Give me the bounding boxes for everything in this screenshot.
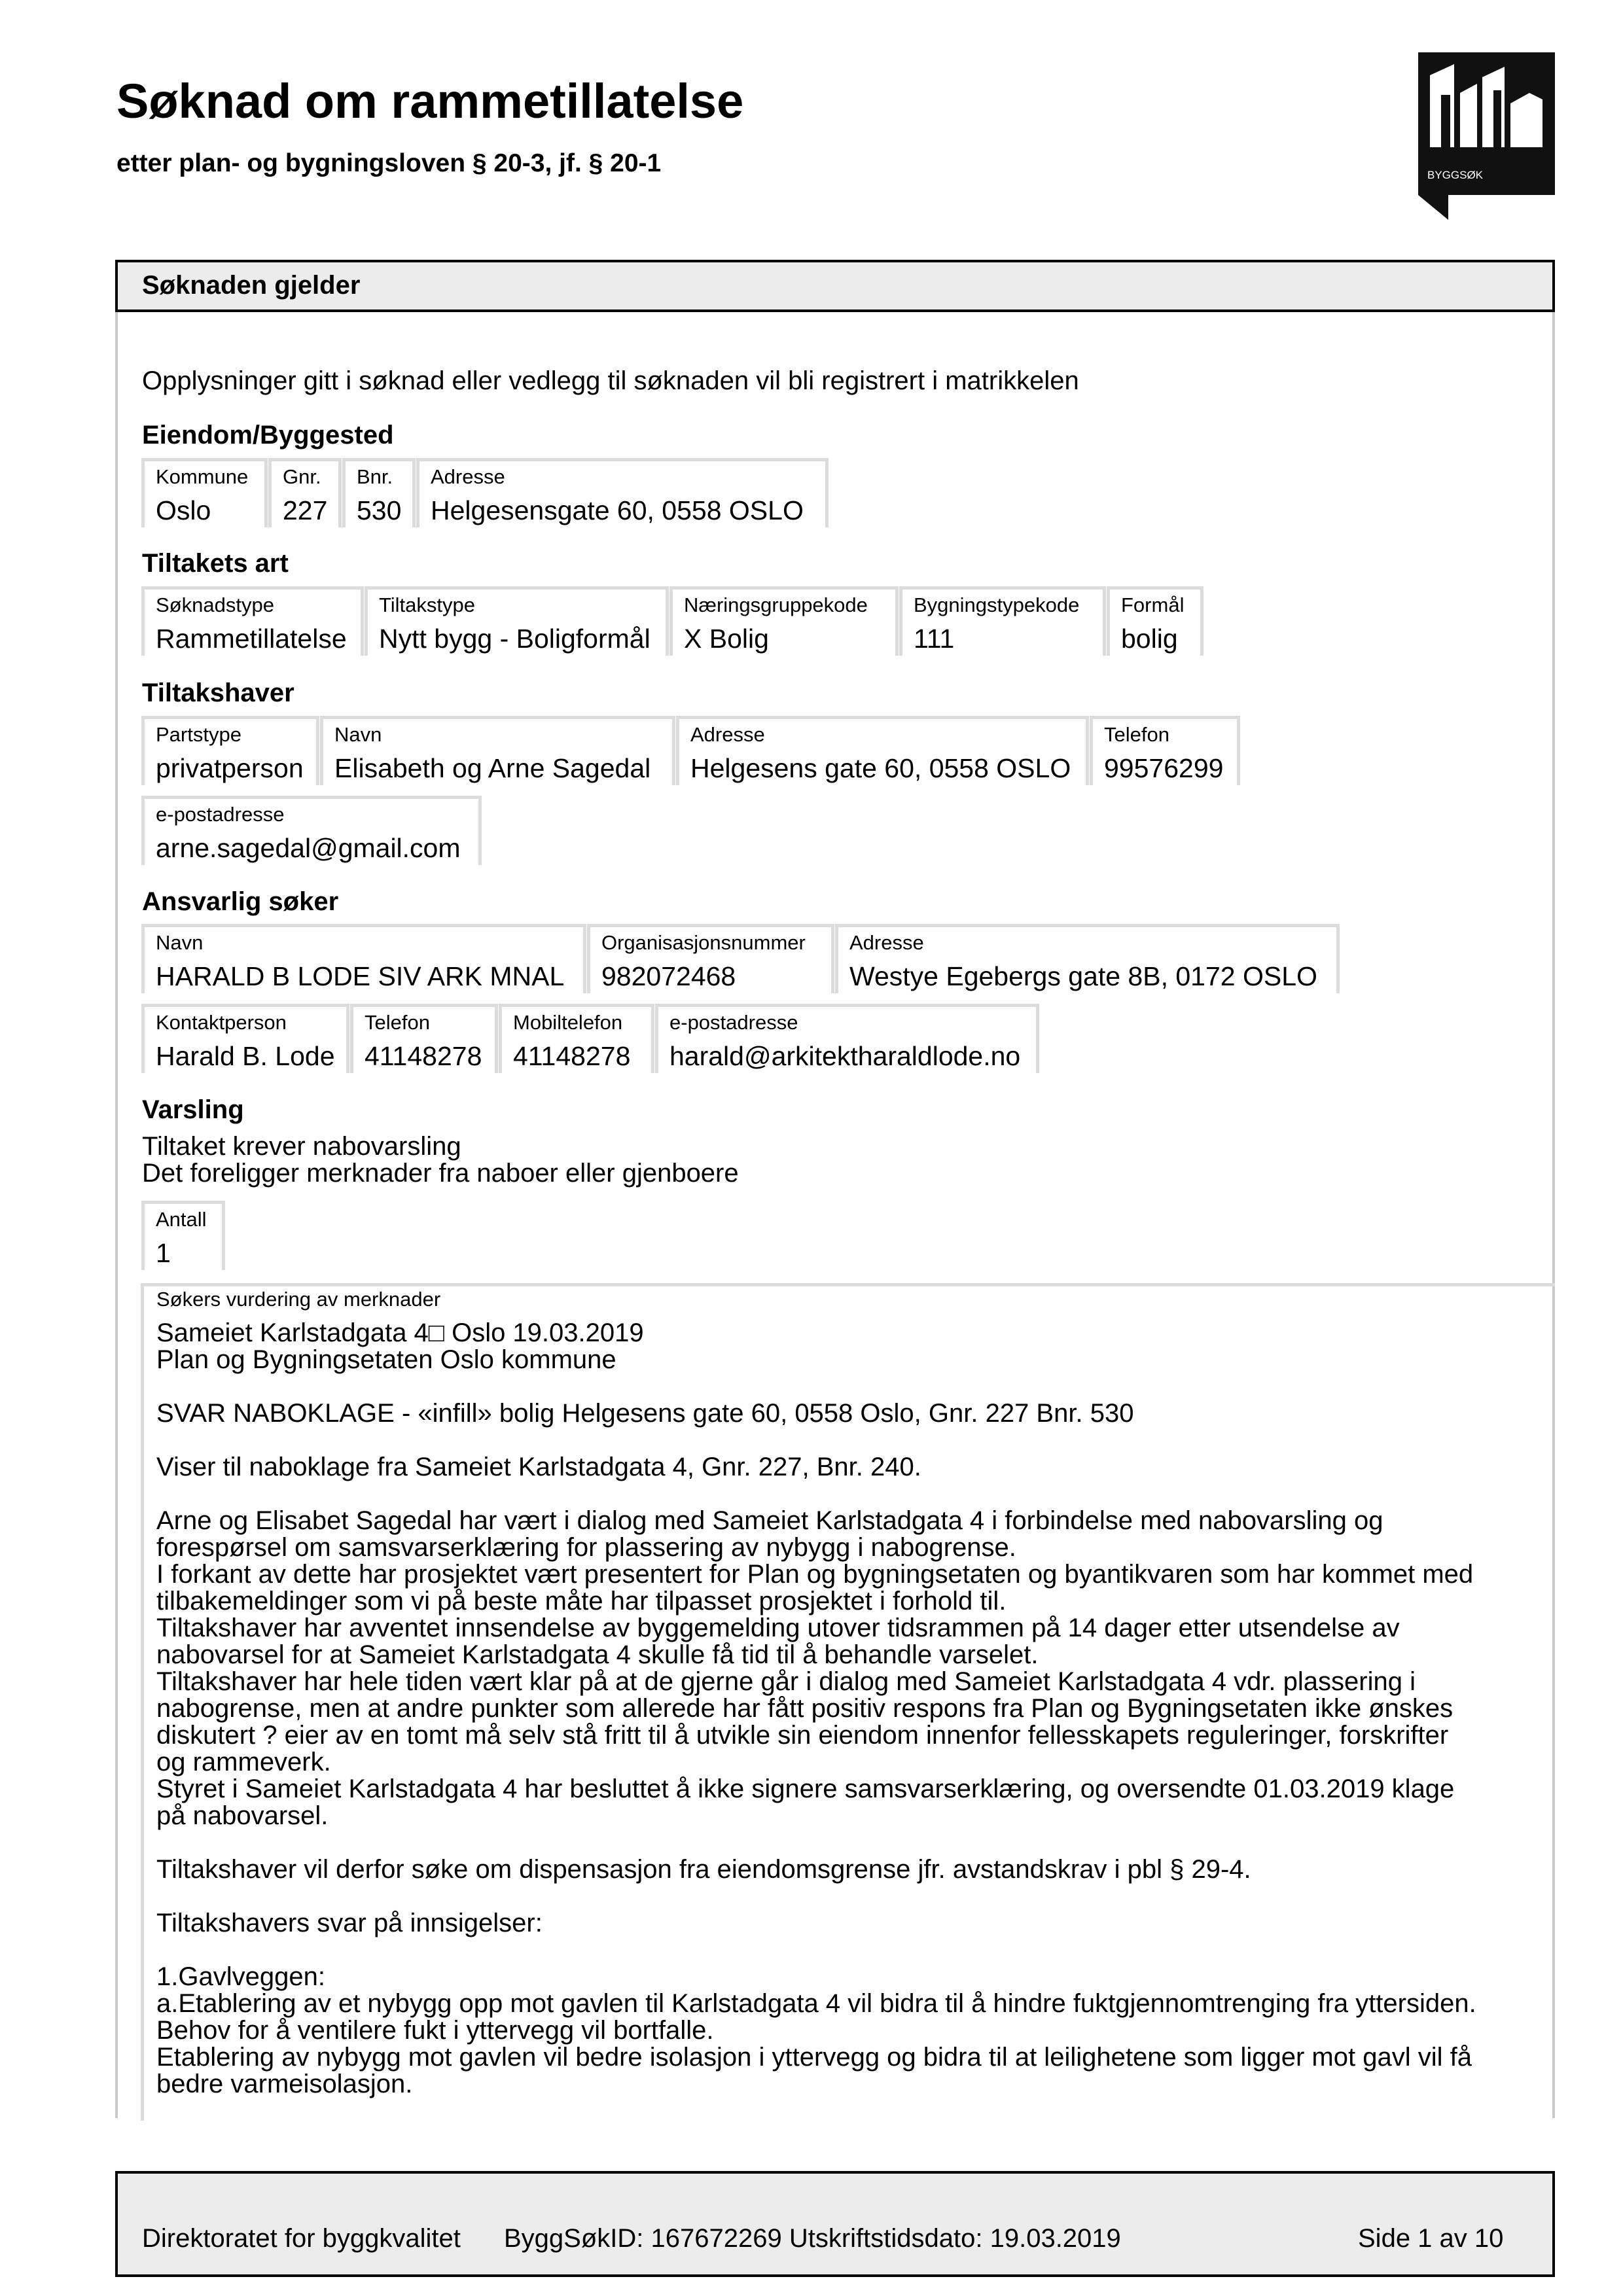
field-formal bbox=[1107, 586, 1204, 656]
comments-line: Sameiet Karlstadgata 4□ Oslo 19.03.2019 bbox=[156, 1318, 644, 1347]
field-value: privatperson bbox=[156, 753, 304, 783]
field-label: Navn bbox=[334, 723, 382, 746]
field-value: Helgesensgate 60, 0558 OSLO bbox=[431, 495, 804, 525]
ansvarlig-soker-heading: Ansvarlig søker bbox=[142, 887, 339, 916]
comments-line: Tiltakshaver vil derfor søke om dispensasjon fra eiendomsgrense jfr. avstandskrav i pbl § 29-4. bbox=[156, 1855, 1251, 1884]
field-label: Mobiltelefon bbox=[513, 1011, 623, 1034]
field-naeringsgruppekode bbox=[669, 586, 899, 656]
field-navn bbox=[141, 924, 586, 993]
field-bygningstypekode bbox=[899, 586, 1106, 656]
tiltakets-art-heading: Tiltakets art bbox=[142, 549, 289, 578]
comments-line: tilbakemeldinger som vi på beste måte har tilpasset prosjektet i forhold til. bbox=[156, 1587, 1007, 1616]
field-epost bbox=[655, 1004, 1039, 1073]
comments-line: bedre varmeisolasjon. bbox=[156, 2070, 413, 2098]
comments-body bbox=[156, 1320, 1550, 2098]
comments-blank-line bbox=[156, 1829, 1550, 1856]
field-label: Bnr. bbox=[357, 465, 393, 488]
field-telefon bbox=[1090, 716, 1240, 785]
field-label: Telefon bbox=[365, 1011, 430, 1034]
footer-id: ByggSøkID: 167672269 Utskriftstidsdato: 19.03.2019 bbox=[504, 2224, 1121, 2253]
field-value: Harald B. Lode bbox=[156, 1041, 335, 1071]
comments-blank-line bbox=[156, 1427, 1550, 1454]
field-partstype bbox=[141, 716, 319, 785]
comments-line: Behov for å ventilere fukt i yttervegg vil bortfalle. bbox=[156, 2016, 714, 2045]
field-value: 99576299 bbox=[1104, 753, 1224, 783]
field-value: Nytt bygg - Boligformål bbox=[379, 624, 651, 654]
comments-blank-line bbox=[156, 1373, 1550, 1400]
field-label: Telefon bbox=[1104, 723, 1169, 746]
field-label: Kommune bbox=[156, 465, 249, 488]
comments-blank-line bbox=[156, 1481, 1550, 1508]
section-title: Søknaden gjelder bbox=[142, 271, 361, 300]
field-value: 227 bbox=[283, 495, 328, 525]
field-label: Formål bbox=[1121, 593, 1185, 616]
field-soknadstype bbox=[141, 586, 364, 656]
field-value: 1 bbox=[156, 1238, 171, 1268]
comments-line: Etablering av nybygg mot gavlen vil bedre isolasjon i yttervegg og bidra til at leilighetene som ligger mot gavl vil få bbox=[156, 2043, 1472, 2072]
byggsok-logo-mark bbox=[1418, 52, 1555, 220]
field-label: Organisasjonsnummer bbox=[601, 931, 806, 954]
field-label: Gnr. bbox=[283, 465, 321, 488]
field-epost bbox=[141, 796, 482, 865]
field-kontaktperson bbox=[141, 1004, 349, 1073]
comments-line: Tiltakshaver har avventet innsendelse av byggemelding utover tidsrammen på 14 dager etter utsendelse av bbox=[156, 1614, 1400, 1642]
field-label: Antall bbox=[156, 1208, 207, 1231]
footer-page: Side 1 av 10 bbox=[1358, 2224, 1504, 2253]
comments-label: Søkers vurdering av merknader bbox=[156, 1288, 441, 1311]
field-value: 982072468 bbox=[601, 961, 736, 991]
field-antall bbox=[141, 1201, 225, 1270]
eiendom-heading: Eiendom/Byggested bbox=[142, 421, 394, 450]
logo-text: BYGGSØK bbox=[1427, 169, 1484, 181]
page-subtitle: etter plan- og bygningsloven § 20-3, jf. § 20-1 bbox=[116, 149, 662, 177]
field-value: arne.sagedal@gmail.com bbox=[156, 833, 461, 863]
byggsok-logo bbox=[1418, 52, 1555, 220]
intro-text: Opplysninger gitt i søknad eller vedlegg til søknaden vil bli registrert i matrikkelen bbox=[142, 366, 1079, 395]
comments-blank-line bbox=[156, 1883, 1550, 1910]
varsling-line: Tiltaket krever nabovarsling bbox=[142, 1132, 461, 1161]
field-value: 111 bbox=[914, 624, 955, 654]
field-label: Kontaktperson bbox=[156, 1011, 287, 1034]
field-value: 41148278 bbox=[513, 1041, 631, 1071]
comments-line: a.Etablering av et nybygg opp mot gavlen til Karlstadgata 4 vil bidra til å hindre fuktgjennomtrenging fra yttersiden. bbox=[156, 1989, 1476, 2018]
field-adresse bbox=[835, 924, 1340, 993]
comments-line: SVAR NABOKLAGE - «infill» bolig Helgesens gate 60, 0558 Oslo, Gnr. 227 Bnr. 530 bbox=[156, 1399, 1134, 1428]
page-title: Søknad om rammetillatelse bbox=[116, 74, 744, 128]
comments-line: nabogrense, men at andre punkter som allerede har fått positiv respons fra Plan og Bygningsetaten ikke ønskes bbox=[156, 1694, 1454, 1723]
field-label: Tiltakstype bbox=[379, 593, 476, 616]
frame-border-left bbox=[115, 312, 118, 2118]
field-gnr bbox=[268, 458, 342, 527]
field-label: Partstype bbox=[156, 723, 241, 746]
field-tiltakstype bbox=[365, 586, 669, 656]
field-value: HARALD B LODE SIV ARK MNAL bbox=[156, 961, 565, 991]
field-value: Rammetillatelse bbox=[156, 624, 347, 654]
comments-line: Arne og Elisabet Sagedal har vært i dialog med Sameiet Karlstadgata 4 i forbindelse med nabovarsling og bbox=[156, 1506, 1383, 1535]
field-label: Adresse bbox=[849, 931, 924, 954]
field-telefon bbox=[350, 1004, 498, 1073]
comments-line: Tiltakshavers svar på innsigelser: bbox=[156, 1909, 543, 1937]
field-label: Adresse bbox=[431, 465, 505, 488]
field-label: e-postadresse bbox=[156, 803, 285, 826]
field-value: harald@arkitektharaldlode.no bbox=[669, 1041, 1021, 1071]
comments-line: forespørsel om samsvarserklæring for plassering av nybygg i nabogrense. bbox=[156, 1533, 1016, 1562]
field-value: Elisabeth og Arne Sagedal bbox=[334, 753, 651, 783]
comments-line: 1.Gavlveggen: bbox=[156, 1962, 325, 1991]
field-label: e-postadresse bbox=[669, 1011, 798, 1034]
field-value: Oslo bbox=[156, 495, 211, 525]
footer-org: Direktoratet for byggkvalitet bbox=[142, 2224, 461, 2253]
comments-line: Styret i Sameiet Karlstadgata 4 har besluttet å ikke signere samsvarserklæring, og oversendte 01.03.2019 klage bbox=[156, 1775, 1455, 1803]
field-bnr bbox=[342, 458, 416, 527]
field-value: Helgesens gate 60, 0558 OSLO bbox=[690, 753, 1071, 783]
varsling-line: Det foreligger merknader fra naboer eller gjenboere bbox=[142, 1159, 739, 1188]
field-label: Søknadstype bbox=[156, 593, 274, 616]
comments-line: Plan og Bygningsetaten Oslo kommune bbox=[156, 1345, 616, 1374]
comments-line: Tiltakshaver har hele tiden vært klar på at de gjerne går i dialog med Sameiet Karlstadgata 4 vdr. plassering i bbox=[156, 1667, 1416, 1696]
varsling-heading: Varsling bbox=[142, 1095, 244, 1124]
field-adresse bbox=[416, 458, 829, 527]
field-organisasjonsnummer bbox=[587, 924, 834, 993]
comments-line: på nabovarsel. bbox=[156, 1801, 329, 1830]
comments-line: og rammeverk. bbox=[156, 1748, 331, 1776]
field-mobiltelefon bbox=[499, 1004, 654, 1073]
comments-line: I forkant av dette har prosjektet vært presentert for Plan og bygningsetaten og byantikvaren som har kommet med bbox=[156, 1560, 1474, 1589]
tiltakshaver-heading: Tiltakshaver bbox=[142, 679, 294, 707]
field-value: bolig bbox=[1121, 624, 1178, 654]
comments-line: nabovarsel for at Sameiet Karlstadgata 4 skulle få tid til å behandle varselet. bbox=[156, 1640, 1039, 1669]
comments-line: diskutert ? eier av en tomt må selv stå fritt til å utvikle sin eiendom innenfor fellesskapets reguleringer, forskrifter bbox=[156, 1721, 1449, 1750]
comments-line: Viser til naboklage fra Sameiet Karlstadgata 4, Gnr. 227, Bnr. 240. bbox=[156, 1453, 921, 1481]
field-label: Næringsgruppekode bbox=[684, 593, 868, 616]
field-value: 41148278 bbox=[365, 1041, 482, 1071]
field-label: Bygningstypekode bbox=[914, 593, 1080, 616]
field-value: Westye Egebergs gate 8B, 0172 OSLO bbox=[849, 961, 1317, 991]
field-label: Navn bbox=[156, 931, 204, 954]
field-kommune bbox=[141, 458, 268, 527]
field-value: 530 bbox=[357, 495, 402, 525]
field-value: X Bolig bbox=[684, 624, 769, 654]
field-label: Adresse bbox=[690, 723, 765, 746]
field-navn bbox=[320, 716, 675, 785]
comments-blank-line bbox=[156, 1937, 1550, 1964]
field-adresse bbox=[676, 716, 1089, 785]
